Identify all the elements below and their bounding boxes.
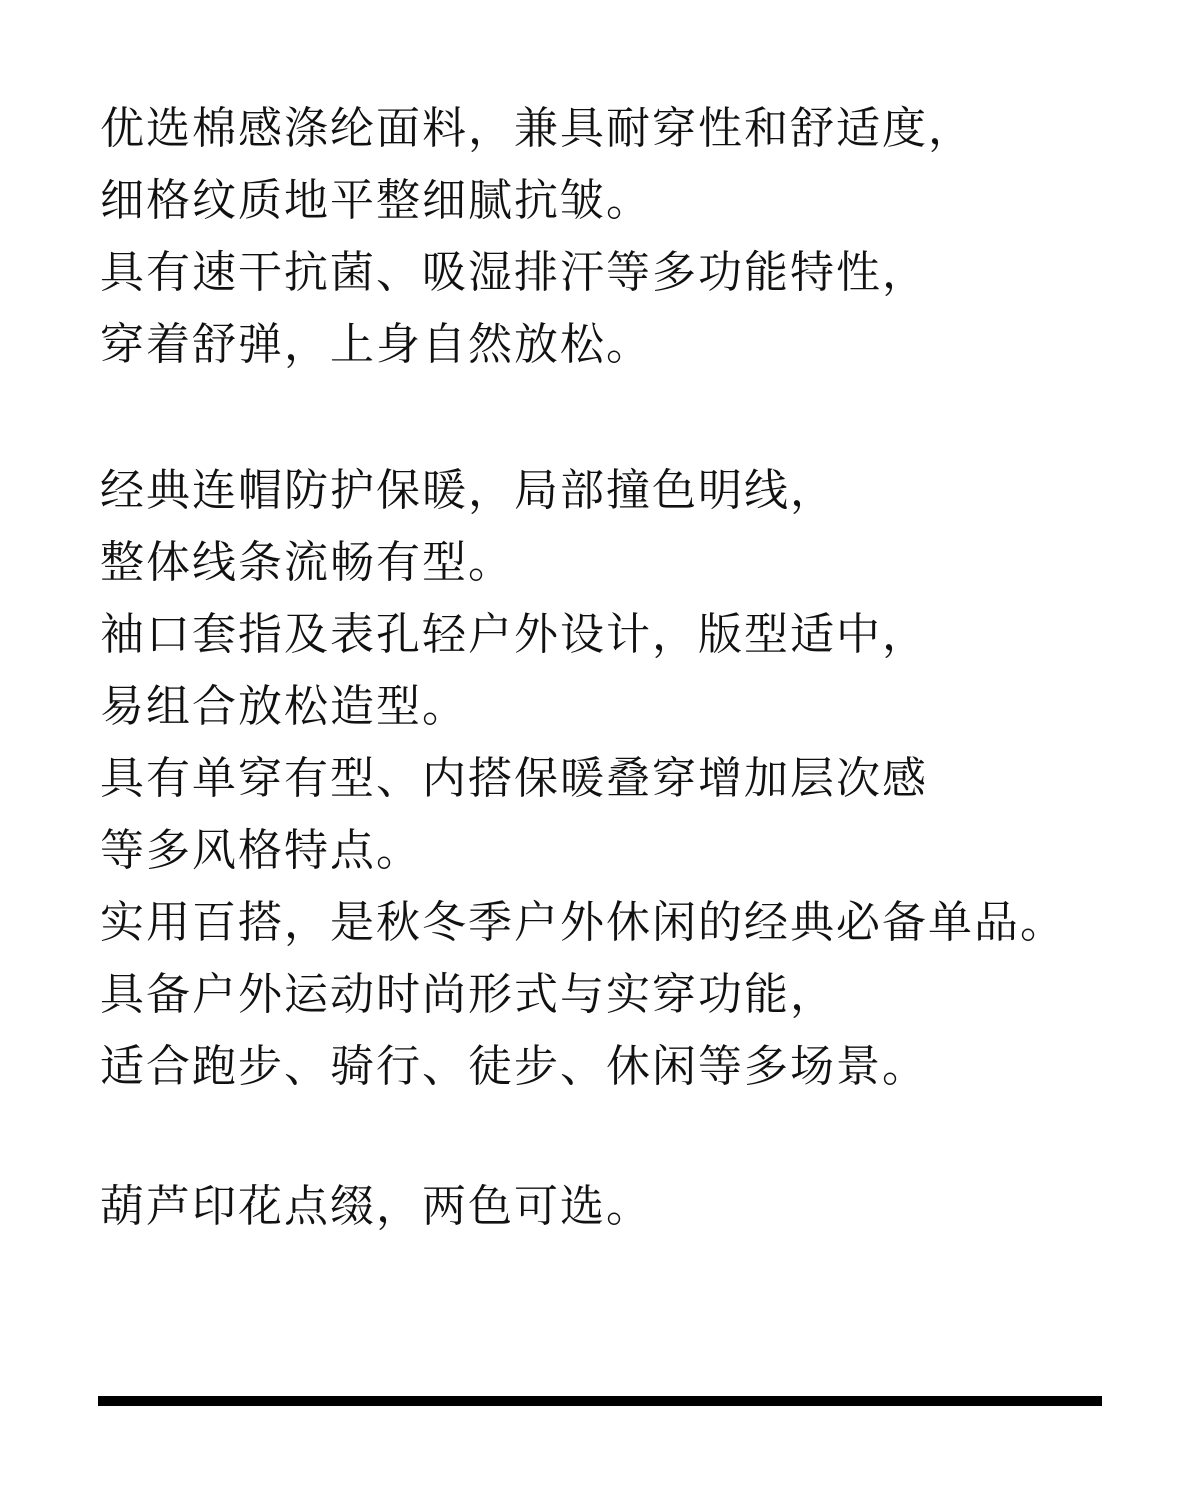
text-line: 具备户外运动时尚形式与实穿功能，	[100, 969, 836, 1020]
text-line: 具有单穿有型、内搭保暖叠穿增加层次感	[100, 753, 928, 804]
text-line: 具有速干抗菌、吸湿排汗等多功能特性，	[100, 247, 928, 298]
text-line: 易组合放松造型。	[100, 681, 468, 732]
paragraph-design	[100, 455, 1066, 1103]
paragraph-print	[100, 1171, 652, 1243]
text-line: 适合跑步、骑行、徒步、休闲等多场景。	[100, 1041, 928, 1092]
divider-bar	[98, 1396, 1102, 1406]
text-line: 葫芦印花点缀，两色可选。	[100, 1181, 652, 1232]
text-line: 实用百搭，是秋冬季户外休闲的经典必备单品。	[100, 897, 1066, 948]
text-line: 细格纹质地平整细腻抗皱。	[100, 175, 652, 226]
text-line: 等多风格特点。	[100, 825, 422, 876]
text-line: 整体线条流畅有型。	[100, 537, 514, 588]
text-line: 袖口套指及表孔轻户外设计，版型适中，	[100, 609, 928, 660]
paragraph-fabric	[100, 93, 974, 381]
text-line: 经典连帽防护保暖，局部撞色明线，	[100, 465, 836, 516]
text-line: 穿着舒弹，上身自然放松。	[100, 319, 652, 370]
text-line: 优选棉感涤纶面料，兼具耐穿性和舒适度，	[100, 103, 974, 154]
